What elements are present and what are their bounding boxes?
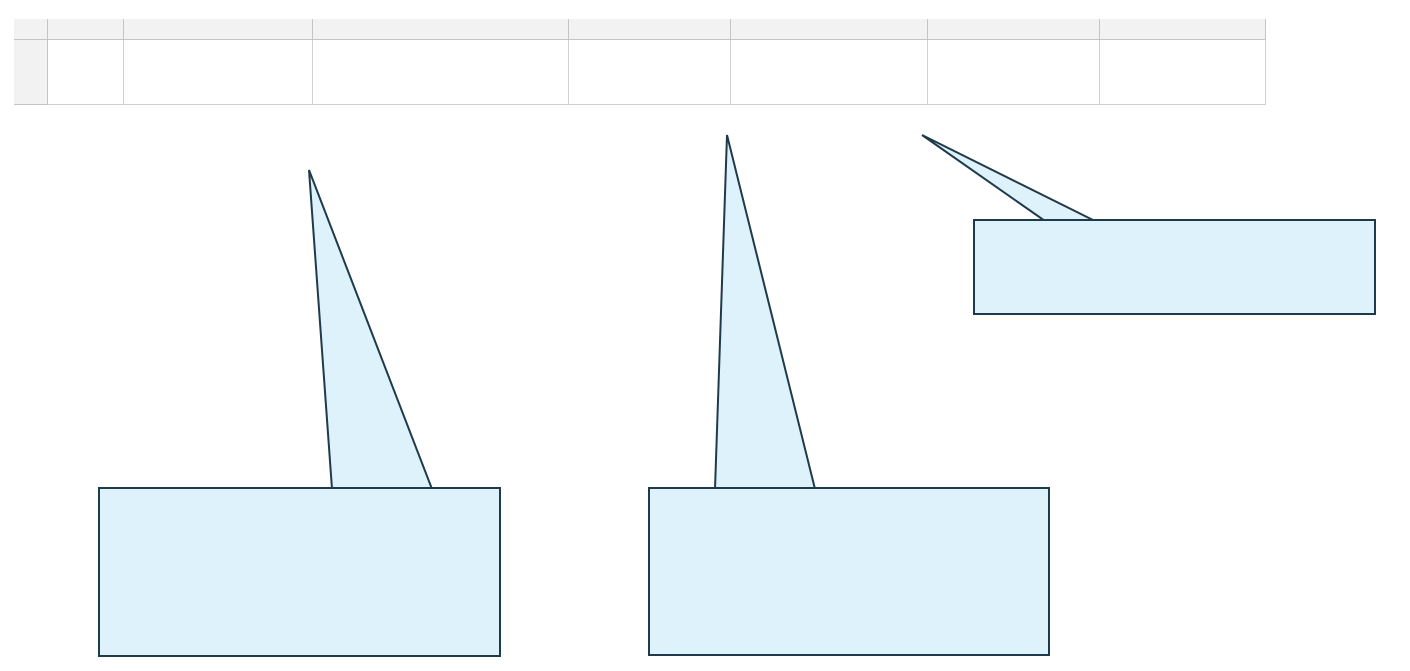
callout-b-column bbox=[98, 487, 501, 657]
callout-pointer-d2 bbox=[715, 135, 815, 489]
callout-pointer-e2 bbox=[922, 135, 1095, 221]
callout-pointer-b bbox=[309, 170, 432, 489]
callout-e2-formula bbox=[973, 219, 1376, 315]
callout-d2-formula bbox=[648, 487, 1050, 656]
